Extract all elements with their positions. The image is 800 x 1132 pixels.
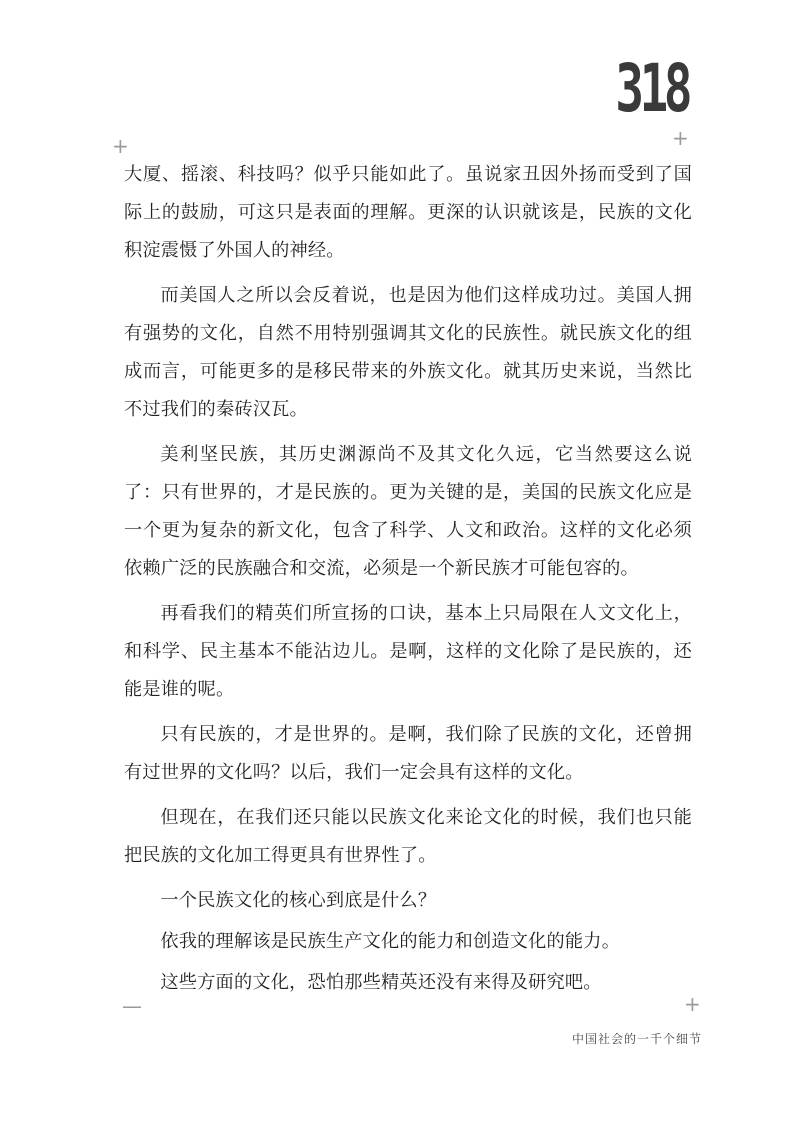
paragraph: 再看我们的精英们所宣扬的口诀，基本上只局限在人文文化上，和科学、民主基本不能沾边儿。是啊，这样的文化除了是民族的，还能是谁的呢。	[124, 603, 692, 700]
paragraph-question: 一个民族文化的核心到底是什么？	[160, 890, 437, 911]
paragraph: 美利坚民族，其历史渊源尚不及其文化久远，它当然要这么说了：只有世界的，才是民族的。更为关键的是，美国的民族文化应是一个更为复杂的新文化，包含了科学、人文和政治。这样的文化必须依赖广泛的民族融合和交流，必须是一个新民族才可能包容的。	[124, 444, 692, 579]
crop-mark-bottom-right: +	[684, 992, 701, 1016]
crop-mark-top-left: +	[112, 134, 129, 158]
paragraph-continued: 大厦、摇滚、科技吗？似乎只能如此了。虽说家丑因外扬而受到了国际上的鼓励，可这只是表面的理解。更深的认识就该是，民族的文化积淀震慑了外国人的神经。	[124, 164, 692, 261]
body-text	[124, 156, 692, 1005]
paragraph-closing: 这些方面的文化，恐怕那些精英还没有来得及研究吧。	[160, 972, 602, 993]
page-number: 318	[615, 50, 688, 127]
paragraph: 只有民族的，才是世界的。是啊，我们除了民族的文化，还曾拥有过世界的文化吗？以后，我们一定会具有这样的文化。	[124, 724, 692, 783]
paragraph: 但现在，在我们还只能以民族文化来论文化的时候，我们也只能把民族的文化加工得更具有世界性了。	[124, 807, 692, 866]
paragraph-answer: 依我的理解该是民族生产文化的能力和创造文化的能力。	[160, 931, 621, 952]
running-footer-title: 中国社会的一千个细节	[571, 1032, 702, 1046]
crop-mark-top-right: +	[672, 126, 689, 150]
crop-mark-bottom-left: —	[122, 994, 142, 1018]
paragraph: 而美国人之所以会反着说，也是因为他们这样成功过。美国人拥有强势的文化，自然不用特别强调其文化的民族性。就民族文化的组成而言，可能更多的是移民带来的外族文化。就其历史来说，当然比不过我们的秦砖汉瓦。	[124, 285, 692, 420]
